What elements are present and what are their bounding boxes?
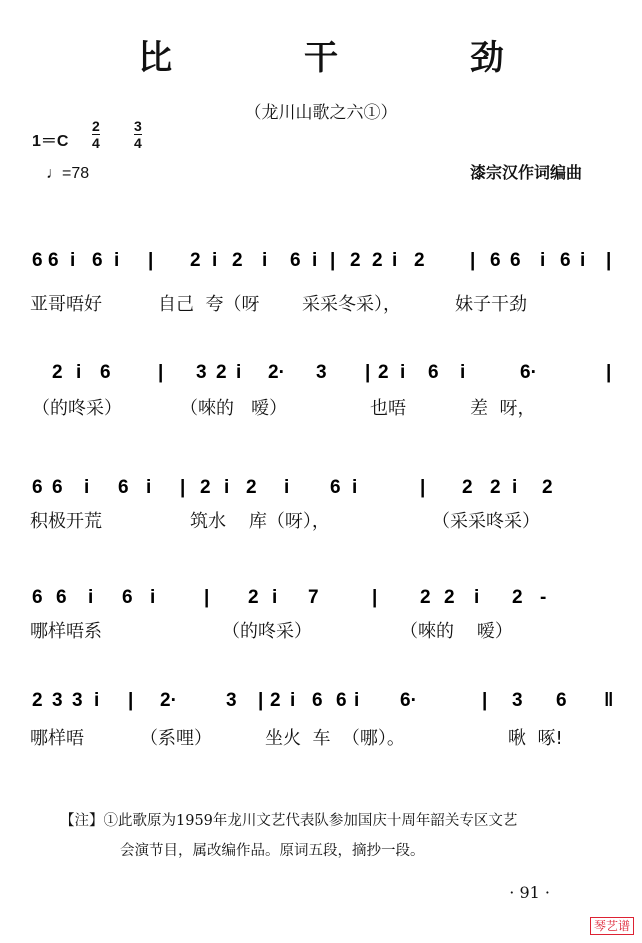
barline: | — [148, 250, 154, 271]
note: i — [88, 587, 94, 608]
note: 6 — [100, 362, 111, 383]
note: i — [94, 690, 100, 711]
note: 2 — [378, 362, 389, 383]
note: i — [284, 477, 290, 498]
key-signature: 1＝C — [32, 133, 69, 150]
note: 2· — [268, 362, 285, 383]
note: i — [460, 362, 466, 383]
lyric-segment: （唻的 嗳） — [400, 621, 513, 642]
note: 6· — [520, 362, 537, 383]
note: i — [212, 250, 218, 271]
notation-line-1 — [0, 228, 642, 288]
lyric-segment: 筑水 库（呀）， — [190, 511, 330, 532]
note: i — [114, 250, 120, 271]
note: 2 — [32, 690, 43, 711]
barline: | — [420, 477, 426, 498]
barline: | — [470, 250, 476, 271]
score-line-4 — [0, 565, 642, 665]
note: 2 — [512, 587, 523, 608]
lyric-segment: 妹子干劲 — [455, 294, 527, 315]
note: 6 — [490, 250, 501, 271]
note: 2 — [52, 362, 63, 383]
note: i — [400, 362, 406, 383]
lyric-segment: 采采冬采）， — [302, 294, 401, 315]
note: i — [392, 250, 398, 271]
note: 6 — [428, 362, 439, 383]
lyric-segment: 差 呀， — [470, 398, 536, 419]
barline: | — [372, 587, 378, 608]
note: 3 — [512, 690, 523, 711]
lyric-segment: （的咚采） — [32, 398, 122, 419]
footnote-line-2: 会演节目，属改编作品。原词五段，摘抄一段。 — [120, 843, 425, 859]
note: 6 — [118, 477, 129, 498]
note: 3 — [72, 690, 83, 711]
notation-line-2 — [0, 340, 642, 400]
note: 6 — [122, 587, 133, 608]
note: i — [540, 250, 546, 271]
notation-line-5 — [0, 668, 642, 728]
note: 6 — [312, 690, 323, 711]
note: 2 — [270, 690, 281, 711]
barline: | — [258, 690, 264, 711]
note: 6 — [336, 690, 347, 711]
note: 2 — [372, 250, 383, 271]
song-title: 比 干 劲 — [138, 38, 564, 78]
note: - — [540, 587, 547, 608]
score-line-1 — [0, 228, 642, 328]
note: i — [354, 690, 360, 711]
note: 6 — [56, 587, 67, 608]
lyric-segment: 自己 夸（呀 — [158, 294, 260, 315]
note: 6 — [92, 250, 103, 271]
lyric-segment: 啾 啄! — [508, 728, 563, 749]
note: i — [580, 250, 586, 271]
note: i — [512, 477, 518, 498]
note: 3 — [316, 362, 327, 383]
lyric-segment: （的咚采） — [222, 621, 312, 642]
footnote — [60, 806, 620, 866]
note: 2 — [420, 587, 431, 608]
barline: | — [330, 250, 336, 271]
note: i — [474, 587, 480, 608]
barline: | — [606, 250, 612, 271]
lyric-segment: （唻的 嗳） — [180, 398, 288, 419]
time-signature-3-4: 3 4 — [134, 118, 142, 151]
note: 6 — [48, 250, 59, 271]
barline: | — [482, 690, 488, 711]
barline: | — [180, 477, 186, 498]
score-line-2 — [0, 340, 642, 440]
watermark-logo: 琴艺谱 — [590, 917, 634, 935]
note: i — [312, 250, 318, 271]
note: 6 — [32, 477, 43, 498]
note: 6· — [400, 690, 417, 711]
note: 6 — [52, 477, 63, 498]
song-subtitle: （龙川山歌之六①） — [244, 103, 398, 123]
lyric-segment: 哪样唔 — [30, 728, 84, 749]
time-signature-2-4: 2 4 — [92, 118, 100, 151]
lyric-segment: 哪样唔系 — [30, 621, 102, 642]
note: 2 — [200, 477, 211, 498]
note: 6 — [32, 587, 43, 608]
note: i — [70, 250, 76, 271]
page-number: · 91 · — [509, 883, 550, 902]
note: 2 — [414, 250, 425, 271]
note: 2 — [246, 477, 257, 498]
note: 2 — [542, 477, 553, 498]
note: 3 — [52, 690, 63, 711]
note: 6 — [510, 250, 521, 271]
barline: | — [128, 690, 134, 711]
tempo-marking: ♩=78 — [46, 165, 90, 182]
barline: | — [158, 362, 164, 383]
note: 6 — [560, 250, 571, 271]
note: i — [262, 250, 268, 271]
lyric-segment: （系哩） — [140, 728, 212, 749]
note: i — [76, 362, 82, 383]
note: 2 — [248, 587, 259, 608]
note: 2 — [444, 587, 455, 608]
barline: ‖ — [604, 690, 614, 711]
note: 2 — [462, 477, 473, 498]
notation-line-4 — [0, 565, 642, 625]
note: i — [272, 587, 278, 608]
lyric-segment: （采采咚采） — [432, 511, 540, 532]
barline: | — [204, 587, 210, 608]
lyric-segment: 积极开荒 — [30, 511, 102, 532]
note: 6 — [556, 690, 567, 711]
score-line-3 — [0, 455, 642, 555]
note: i — [352, 477, 358, 498]
note: 2 — [350, 250, 361, 271]
notation-line-3 — [0, 455, 642, 515]
note: 2 — [232, 250, 243, 271]
note: i — [290, 690, 296, 711]
footnote-line-1: 【注】①此歌原为1959年龙川文艺代表队参加国庆十周年韶关专区文艺 — [60, 813, 518, 829]
note: 6 — [32, 250, 43, 271]
note: i — [224, 477, 230, 498]
barline: | — [365, 362, 371, 383]
lyric-segment: 坐火 车 （哪）。 — [265, 728, 405, 749]
note: 2· — [160, 690, 177, 711]
note: i — [236, 362, 242, 383]
note: i — [150, 587, 156, 608]
note: 3 — [226, 690, 237, 711]
note: 3 — [196, 362, 207, 383]
lyric-segment: 亚哥唔好 — [30, 294, 102, 315]
score-line-5 — [0, 668, 642, 768]
note: 2 — [190, 250, 201, 271]
note: 6 — [290, 250, 301, 271]
lyric-segment: 也唔 — [370, 398, 406, 419]
composer-credit: 漆宗汉作词编曲 — [469, 163, 582, 182]
note: i — [84, 477, 90, 498]
note: 2 — [216, 362, 227, 383]
note: i — [146, 477, 152, 498]
barline: | — [606, 362, 612, 383]
note: 2 — [490, 477, 501, 498]
note: 7 — [308, 587, 319, 608]
note: 6 — [330, 477, 341, 498]
